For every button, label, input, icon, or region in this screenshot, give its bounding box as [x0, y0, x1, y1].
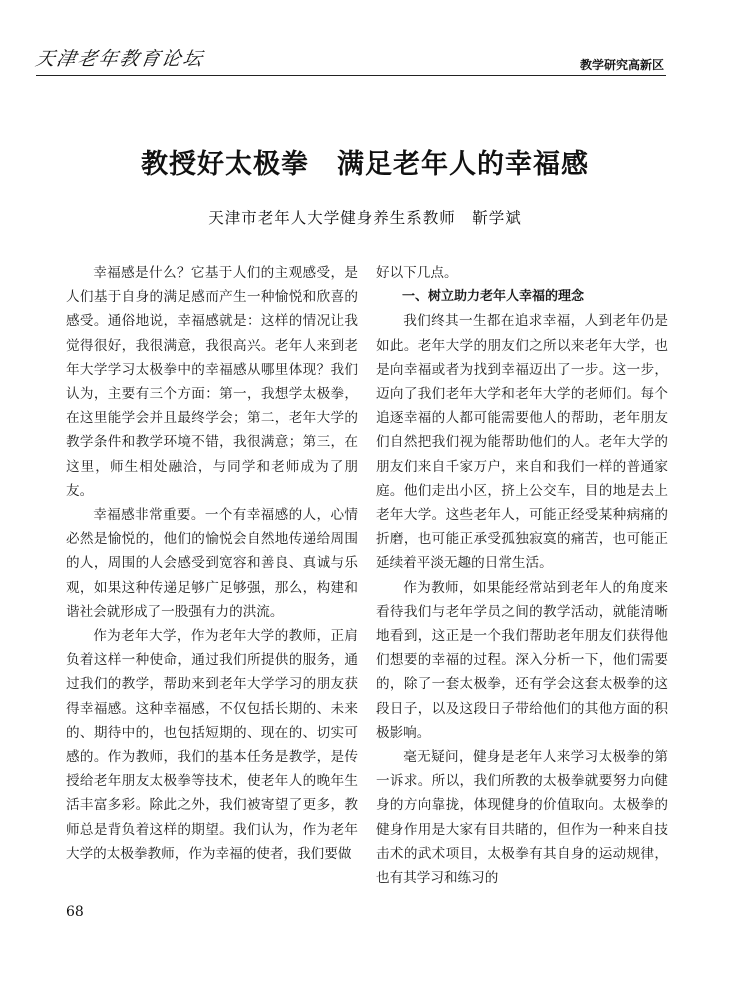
journal-logo: 天津老年教育论坛 — [33, 48, 206, 70]
header-divider — [36, 75, 666, 76]
author-byline: 天津市老年人大学健身养生系教师 靳学斌 — [208, 209, 522, 227]
paragraph-continuation: 好以下几点。 — [376, 265, 458, 281]
right-column — [376, 261, 668, 890]
section-heading: 一、树立助力老年人幸福的理念 — [402, 289, 585, 305]
paragraph: 毫无疑问，健身是老年人来学习太极拳的第一诉求。所以，我们所教的太极拳就要努力向健身的方向靠拢，体现健身的价值取向。太极拳的健身作用是大家有目共睹的，但作为一种来自技击术的武术项目，太极拳有其自身的运动规律，也有其学习和练习的 — [376, 749, 668, 887]
paragraph: 我们终其一生都在追求幸福，人到老年仍是如此。老年大学的朋友们之所以来老年大学，也是向幸福或者为找到幸福迈出了一步。这一步，迈向了我们老年大学和老年大学的老师们。每个追逐幸福的人都可能需要他人的帮助，老年朋友们自然把我们视为能帮助他们的人。老年大学的朋友们来自千家万户，来自和我们一样的普通家庭。他们走出小区，挤上公交车，目的地是去上老年大学。这些老年人，可能正经受某种病痛的折磨，也可能正承受孤独寂寞的痛苦，也可能正延续着平淡无趣的日常生活。 — [376, 313, 668, 572]
paragraph: 作为老年大学，作为老年大学的教师，正肩负着这样一种使命，通过我们所提供的服务，通过我们的教学，帮助来到老年大学学习的朋友获得幸福感。这种幸福感，不仅包括长期的、未来的、期待中的，也包括短期的、现在的、切实可感的。作为教师，我们的基本任务是教学，是传授给老年朋友太极拳等技术，使老年人的晚年生活丰富多彩。除此之外，我们被寄望了更多，教师总是背负着这样的期望。我们认为，作为老年大学的太极拳教师，作为幸福的使者，我们要做 — [66, 628, 358, 862]
page-number: 68 — [66, 904, 84, 920]
article-title: 教授好太极拳 满足老年人的幸福感 — [141, 149, 589, 180]
section-label: 教学研究高新区 — [579, 58, 664, 72]
paragraph: 作为教师，如果能经常站到老年人的角度来看待我们与老年学员之间的教学活动，就能清晰地看到，这正是一个我们帮助老年朋友们获得他们想要的幸福的过程。深入分析一下，他们需要的，除了一套太极拳，还有学会这套太极拳的这段日子，以及这段日子带给他们的其他方面的积极影响。 — [376, 579, 668, 741]
paragraph: 幸福感非常重要。一个有幸福感的人，心情必然是愉悦的，他们的愉悦会自然地传递给周围的人，周围的人会感受到宽容和善良、真诚与乐观，如果这种传递足够广足够强，那么，构建和谐社会就形成了一股强有力的洪流。 — [66, 507, 358, 620]
left-column — [66, 261, 358, 866]
paragraph: 幸福感是什么？它基于人们的主观感受，是人们基于自身的满足感而产生一种愉悦和欣喜的感受。通俗地说，幸福感就是：这样的情况让我觉得很好，我很满意，我很高兴。老年人来到老年大学学习太极拳中的幸福感从哪里体现？我们认为，主要有三个方面：第一，我想学太极拳，在这里能学会并且最终学会；第二，老年大学的教学条件和教学环境不错，我很满意；第三，在这里，师生相处融洽，与同学和老师成为了朋友。 — [66, 265, 358, 499]
